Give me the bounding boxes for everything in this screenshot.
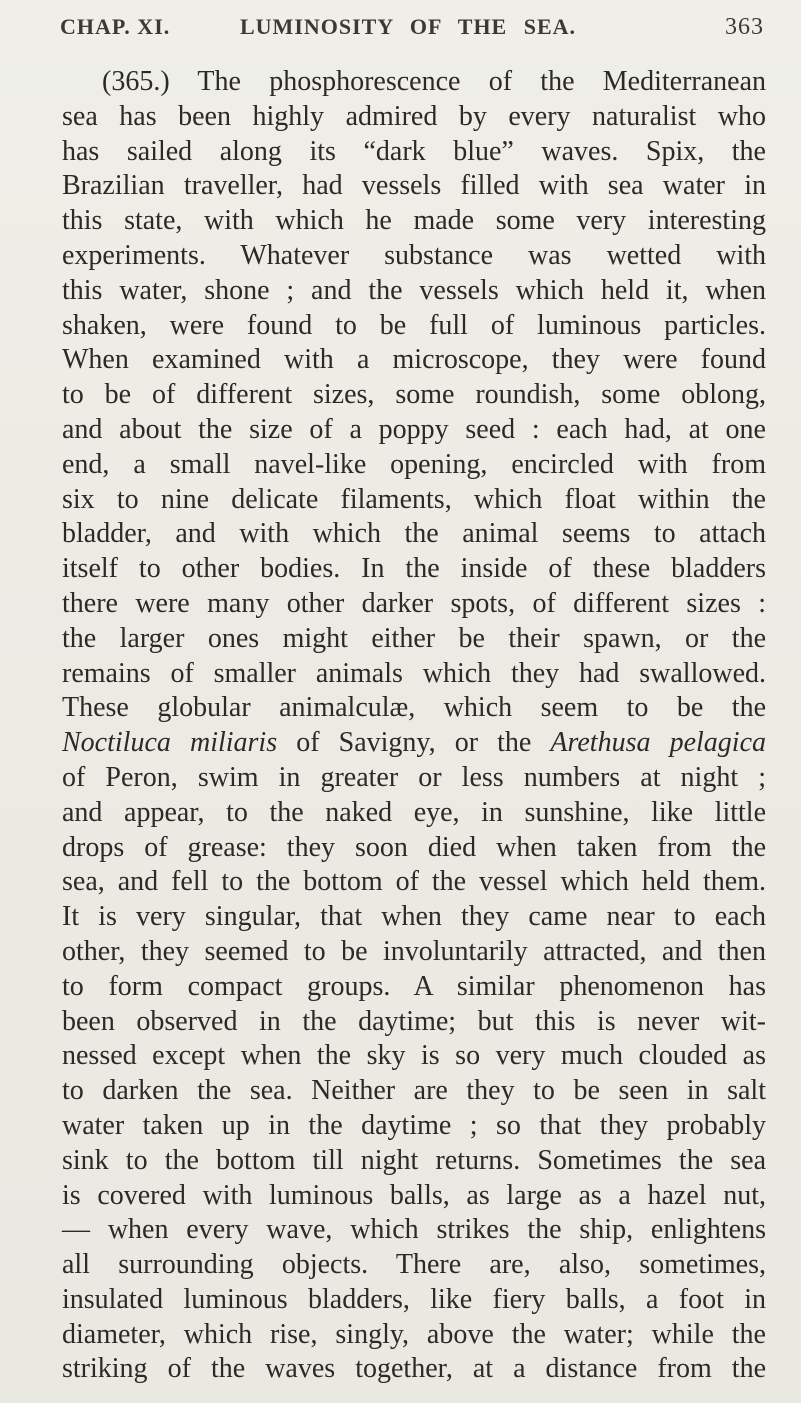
text-line: nessed except when the sky is so very much clouded as — [62, 1040, 766, 1072]
text-line: water taken up in the daytime ; so that they probably — [62, 1109, 766, 1141]
text-line: insulated luminous bladders, like fiery balls, a foot in — [62, 1283, 766, 1315]
text-line: to be of different sizes, some roundish, some oblong, — [62, 379, 766, 411]
chapter-label: CHAP. XI. — [60, 14, 171, 39]
text-line-italic: Noctiluca miliaris of Savigny, or the Arethusa pelagica — [62, 727, 766, 759]
text-line: other, they seemed to be involuntarily attracted, and then — [62, 935, 766, 967]
text-line: It is very singular, that when they came near to each — [62, 901, 766, 933]
text-line: and about the size of a poppy seed : each had, at one — [62, 413, 766, 445]
body-paragraph — [62, 65, 766, 1387]
text-line: When examined with a microscope, they were found — [62, 344, 766, 376]
running-head — [60, 14, 764, 50]
text-line: six to nine delicate filaments, which float within the — [62, 483, 766, 515]
text-line: These globular animalculæ, which seem to be the — [62, 692, 766, 724]
text-line: all surrounding objects. There are, also, sometimes, — [62, 1249, 766, 1281]
text-line: of Peron, swim in greater or less numbers at night ; — [62, 761, 766, 793]
text-line: experiments. Whatever substance was wetted with — [62, 239, 766, 271]
running-title: LUMINOSITY OF THE SEA. — [240, 14, 577, 39]
text-line: has sailed along its “dark blue” waves. Spix, the — [62, 135, 766, 167]
text-line: and appear, to the naked eye, in sunshine, like little — [62, 796, 766, 828]
text-line: sea, and fell to the bottom of the vessel which held them. — [62, 866, 766, 898]
text-line: — when every wave, which strikes the ship, enlightens — [62, 1214, 766, 1246]
text-line: striking of the waves together, at a distance from the — [62, 1353, 766, 1385]
text-line: sink to the bottom till night returns. Sometimes the sea — [62, 1144, 766, 1176]
text-line: Brazilian traveller, had vessels filled with sea water in — [62, 170, 766, 202]
text-line: (365.) The phosphorescence of the Mediterranean — [102, 66, 766, 97]
text-line: diameter, which rise, singly, above the water; while the — [62, 1318, 766, 1350]
text-line: sea has been highly admired by every naturalist who — [62, 100, 766, 132]
text-line: this state, with which he made some very interesting — [62, 205, 766, 237]
text-line: shaken, were found to be full of luminous particles. — [62, 309, 766, 341]
text-line: remains of smaller animals which they had swallowed. — [62, 657, 766, 689]
text-line: drops of grease: they soon died when taken from the — [62, 831, 766, 863]
text-line: end, a small navel-like opening, encircled with from — [62, 448, 766, 480]
text-line: there were many other darker spots, of different sizes : — [62, 587, 766, 619]
text-line: is covered with luminous balls, as large as a hazel nut, — [62, 1179, 766, 1211]
text-line: been observed in the daytime; but this is never wit- — [62, 1005, 766, 1037]
text-line: bladder, and with which the animal seems to attach — [62, 518, 766, 550]
text-line: to darken the sea. Neither are they to be seen in salt — [62, 1075, 766, 1107]
text-line: to form compact groups. A similar phenomenon has — [62, 970, 766, 1002]
text-line: the larger ones might either be their spawn, or the — [62, 622, 766, 654]
text-line: itself to other bodies. In the inside of these bladders — [62, 553, 766, 585]
text-line: this water, shone ; and the vessels which held it, when — [62, 274, 766, 306]
page-number: 363 — [725, 14, 764, 40]
